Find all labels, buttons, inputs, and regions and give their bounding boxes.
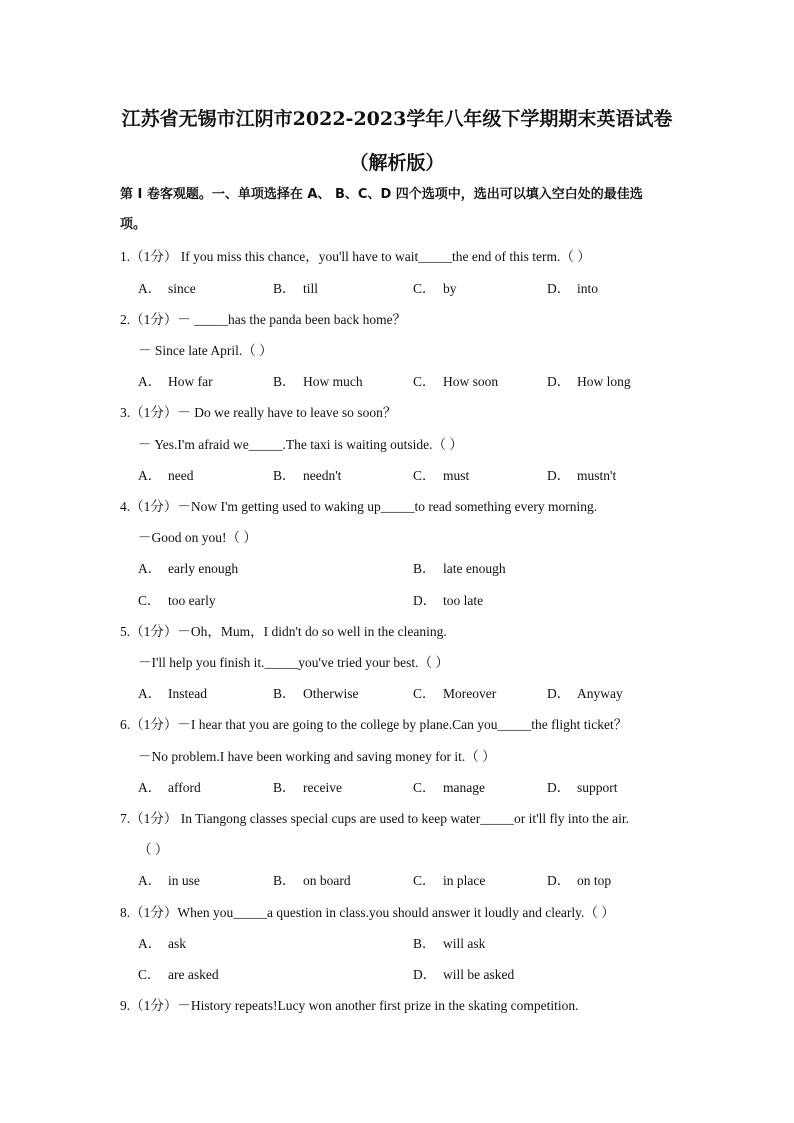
option-label: A．: [138, 936, 162, 951]
option-label: D．: [413, 593, 437, 608]
option-label: D．: [547, 873, 571, 888]
option-label: A．: [138, 686, 162, 701]
option-a[interactable]: [138, 872, 200, 890]
option-text: How far: [168, 374, 213, 389]
option-b[interactable]: [273, 280, 318, 298]
option-text: How much: [303, 374, 363, 389]
option-text: in use: [168, 873, 200, 888]
option-text: early enough: [168, 561, 239, 576]
option-text: receive: [303, 780, 342, 795]
question-dialog: －No problem.I have been working and saving money for it.（ ）: [138, 749, 496, 764]
option-b[interactable]: [413, 560, 506, 578]
option-a[interactable]: [138, 779, 201, 797]
option-c[interactable]: [413, 685, 496, 703]
question-stem: 8.（1分）When you_____a question in class.you should answer it loudly and clearly.（ ）: [120, 905, 615, 920]
option-d[interactable]: [413, 592, 483, 610]
option-label: A．: [138, 468, 162, 483]
option-c[interactable]: [413, 467, 469, 485]
option-d[interactable]: [547, 779, 618, 797]
option-label: A．: [138, 374, 162, 389]
option-text: in place: [443, 873, 486, 888]
option-label: B．: [413, 561, 436, 576]
option-text: manage: [443, 780, 485, 795]
option-text: into: [577, 281, 599, 296]
option-a[interactable]: [138, 467, 193, 485]
question-dialog: －I'll help you finish it._____you've tried your best.（ ）: [138, 655, 449, 670]
option-a[interactable]: [138, 373, 213, 391]
section-instruction: 第 I 卷客观题。一、单项选择在 A、 B、C、D 四个选项中，选出可以填入空白处的最佳选: [120, 187, 643, 202]
option-d[interactable]: [547, 685, 623, 703]
option-d[interactable]: [547, 373, 631, 391]
option-label: A．: [138, 281, 162, 296]
option-b[interactable]: [413, 935, 485, 953]
option-label: C．: [413, 374, 436, 389]
option-label: D．: [413, 967, 437, 982]
option-label: C．: [413, 468, 436, 483]
option-text: Moreover: [443, 686, 497, 701]
question-dialog: （ ）: [138, 842, 169, 857]
option-text: will be asked: [443, 967, 515, 982]
option-text: How soon: [443, 374, 499, 389]
option-label: D．: [547, 686, 571, 701]
option-d[interactable]: [547, 872, 611, 890]
option-label: B．: [273, 780, 296, 795]
section-instruction-cont: 项。: [120, 217, 147, 232]
page-subtitle: （解析版）: [349, 152, 445, 174]
option-label: D．: [547, 468, 571, 483]
option-c[interactable]: [138, 592, 216, 610]
option-label: B．: [273, 374, 296, 389]
option-c[interactable]: [413, 779, 485, 797]
option-d[interactable]: [547, 467, 616, 485]
option-text: till: [303, 281, 319, 296]
option-text: are asked: [168, 967, 219, 982]
option-d[interactable]: [547, 280, 598, 298]
option-text: need: [168, 468, 194, 483]
option-b[interactable]: [273, 373, 363, 391]
option-label: D．: [547, 281, 571, 296]
option-b[interactable]: [273, 872, 351, 890]
question-dialog: －Good on you!（ ）: [138, 530, 257, 545]
option-label: D．: [547, 374, 571, 389]
option-label: B．: [273, 468, 296, 483]
option-label: D．: [547, 780, 571, 795]
option-c[interactable]: [413, 373, 498, 391]
option-label: A．: [138, 561, 162, 576]
question-stem: 3.（1分）－ Do we really have to leave so soon？: [120, 405, 397, 420]
option-text: too late: [443, 593, 484, 608]
question-dialog: － Since late April.（ ）: [138, 343, 273, 358]
option-text: by: [443, 281, 457, 296]
option-b[interactable]: [273, 467, 341, 485]
option-text: How long: [577, 374, 631, 389]
option-text: afford: [168, 780, 201, 795]
question-stem: 2.（1分）－ _____has the panda been back home？: [120, 312, 407, 327]
option-c[interactable]: [138, 966, 219, 984]
option-label: C．: [413, 873, 436, 888]
question-stem: 1.（1分） If you miss this chance，you'll have to wait_____the end of this term.（ ）: [120, 249, 591, 264]
option-text: since: [168, 281, 196, 296]
question-stem: 4.（1分）－Now I'm getting used to waking up_____to read something every morning.: [120, 499, 598, 514]
option-label: C．: [138, 967, 161, 982]
option-text: on top: [577, 873, 612, 888]
question-stem: 5.（1分）－Oh，Mum，I didn't do so well in the cleaning.: [120, 624, 447, 639]
option-text: Otherwise: [303, 686, 359, 701]
question-stem: 6.（1分）－I hear that you are going to the college by plane.Can you_____the flight ticket？: [120, 717, 628, 732]
option-text: late enough: [443, 561, 506, 576]
option-label: B．: [413, 936, 436, 951]
option-b[interactable]: [273, 685, 358, 703]
option-text: on board: [303, 873, 351, 888]
question-stem: 7.（1分） In Tiangong classes special cups are used to keep water_____or it'll fly into the air.: [120, 811, 629, 826]
option-text: mustn't: [577, 468, 617, 483]
option-label: C．: [413, 780, 436, 795]
option-text: will ask: [443, 936, 486, 951]
option-text: support: [577, 780, 618, 795]
option-text: Anyway: [577, 686, 623, 701]
option-text: needn't: [303, 468, 342, 483]
option-text: too early: [168, 593, 216, 608]
option-b[interactable]: [273, 779, 342, 797]
option-label: C．: [413, 281, 436, 296]
option-text: must: [443, 468, 470, 483]
option-c[interactable]: [413, 280, 457, 298]
option-label: B．: [273, 873, 296, 888]
page-title: 江苏省无锡市江阴市2022-2023学年八年级下学期期末英语试卷: [121, 108, 673, 130]
option-label: B．: [273, 686, 296, 701]
option-a[interactable]: [138, 935, 186, 953]
option-label: A．: [138, 873, 162, 888]
option-text: Instead: [168, 686, 207, 701]
option-label: B．: [273, 281, 296, 296]
option-a[interactable]: [138, 560, 238, 578]
option-a[interactable]: [138, 280, 196, 298]
option-label: C．: [413, 686, 436, 701]
option-c[interactable]: [413, 872, 485, 890]
option-label: C．: [138, 593, 161, 608]
option-label: A．: [138, 780, 162, 795]
question-dialog: － Yes.I'm afraid we_____.The taxi is waiting outside.（ ）: [138, 437, 463, 452]
question-stem: 9.（1分）－History repeats!Lucy won another first prize in the skating competition.: [120, 998, 579, 1013]
option-d[interactable]: [413, 966, 514, 984]
option-text: ask: [168, 936, 186, 951]
option-a[interactable]: [138, 685, 207, 703]
